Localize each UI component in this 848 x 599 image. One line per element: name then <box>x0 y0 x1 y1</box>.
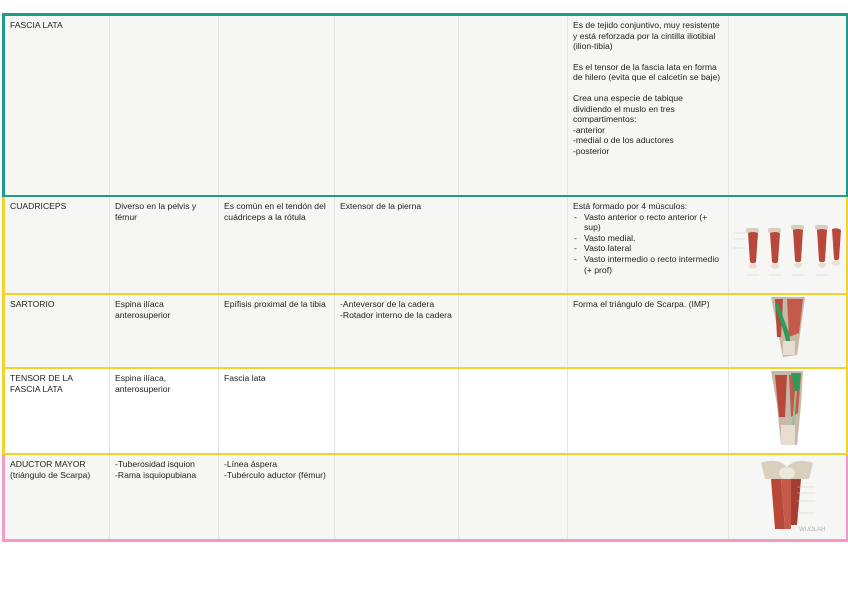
action-item: -Rotador interno de la cadera <box>340 309 452 320</box>
cell-notas <box>568 368 729 454</box>
origin-text: Espina ilíaca anterosuperior <box>115 299 171 320</box>
cell-notas <box>568 196 729 294</box>
adductor-magnus-illustration-icon <box>731 457 844 533</box>
compartment-item: -posterior <box>573 145 610 156</box>
row-fascia-lata <box>4 15 848 197</box>
origin-text: Espina ilíaca, anterosuperior <box>115 373 171 394</box>
cell-accion <box>335 196 459 294</box>
cell-imagen <box>729 15 848 197</box>
cell-notas <box>568 294 729 368</box>
cell-origen <box>110 368 219 454</box>
note-paragraph: Crea una especie de tabique dividiendo el muslo en tres compartimentos: <box>573 92 683 125</box>
cell-insercion <box>219 15 335 197</box>
watermark-text: WUOLAH <box>799 527 826 533</box>
list-item: - Vasto anterior o recto anterior (+ sup) <box>582 212 723 233</box>
compartment-item: -medial o de los aductores <box>573 135 674 146</box>
cell-insercion <box>219 294 335 368</box>
note-text: Forma el triángulo de Scarpa. (IMP) <box>573 299 710 309</box>
compartment-item: -anterior <box>573 124 605 135</box>
cell-musculo <box>4 15 110 197</box>
muscle-name: FASCIA LATA <box>10 20 63 30</box>
cell-extra <box>459 368 568 454</box>
list-item: - Vasto lateral <box>582 243 723 254</box>
note-intro: Está formado por 4 músculos: <box>573 201 688 211</box>
row-cuadriceps <box>4 196 848 294</box>
origin-item: -Rama isquiopubiana <box>115 469 197 480</box>
cell-musculo <box>4 454 110 541</box>
cell-accion <box>335 294 459 368</box>
cell-imagen <box>729 294 848 368</box>
insertion-text: Epífisis proximal de la tibia <box>224 299 326 309</box>
cell-notas <box>568 15 729 197</box>
cell-musculo <box>4 196 110 294</box>
cell-notas <box>568 454 729 541</box>
insertion-text: Fascia lata <box>224 373 266 383</box>
cell-extra <box>459 294 568 368</box>
action-text: Extensor de la pierna <box>340 201 422 211</box>
cell-insercion <box>219 454 335 541</box>
cell-musculo <box>4 368 110 454</box>
muscle-name: TENSOR DE LA FASCIA LATA <box>10 373 73 394</box>
cell-insercion <box>219 368 335 454</box>
tensor-fascia-lata-illustration-icon <box>731 371 844 447</box>
cell-extra <box>459 196 568 294</box>
cell-origen <box>110 294 219 368</box>
cell-imagen <box>729 196 848 294</box>
row-tensor-fascia-lata <box>4 368 848 454</box>
cell-musculo <box>4 294 110 368</box>
sartorius-illustration-icon <box>731 297 844 359</box>
quadriceps-illustration-icon <box>731 199 844 283</box>
insertion-item: -Tubérculo aductor (fémur) <box>224 469 326 480</box>
row-aductor-mayor <box>4 454 848 541</box>
muscle-name: ADUCTOR MAYOR (triángulo de Scarpa) <box>10 459 91 480</box>
cell-origen <box>110 454 219 541</box>
cell-origen <box>110 196 219 294</box>
cell-extra <box>459 15 568 197</box>
list-item: - Vasto medial. <box>582 233 723 244</box>
row-sartorio <box>4 294 848 368</box>
origin-text: Diverso en la pelvis y fémur <box>115 201 197 222</box>
action-item: -Anteversor de la cadera <box>340 299 435 309</box>
cell-insercion <box>219 196 335 294</box>
cell-origen <box>110 15 219 197</box>
note-paragraph: Es el tensor de la fascia lata en forma de hilero (evita que el calcetín se baje) <box>573 61 721 83</box>
cell-extra <box>459 454 568 541</box>
cell-imagen <box>729 454 848 541</box>
cell-imagen <box>729 368 848 454</box>
quadriceps-muscle-list <box>573 212 723 276</box>
muscle-table <box>2 13 848 542</box>
insertion-text: Es común en el tendón del cuádriceps a la rótula <box>224 201 326 222</box>
cell-accion <box>335 15 459 197</box>
cell-accion <box>335 368 459 454</box>
list-item: - Vasto intermedio o recto intermedio (+ prof) <box>582 254 723 275</box>
note-paragraph: Es de tejido conjuntivo, muy resistente y está reforzada por la cintilla iliotibial (ilion-tibia) <box>573 20 720 52</box>
muscle-name: CUADRICEPS <box>10 201 67 211</box>
cell-accion <box>335 454 459 541</box>
muscle-name: SARTORIO <box>10 299 55 309</box>
origin-item: -Tuberosidad isquion <box>115 459 195 469</box>
insertion-item: -Línea áspera <box>224 459 278 469</box>
